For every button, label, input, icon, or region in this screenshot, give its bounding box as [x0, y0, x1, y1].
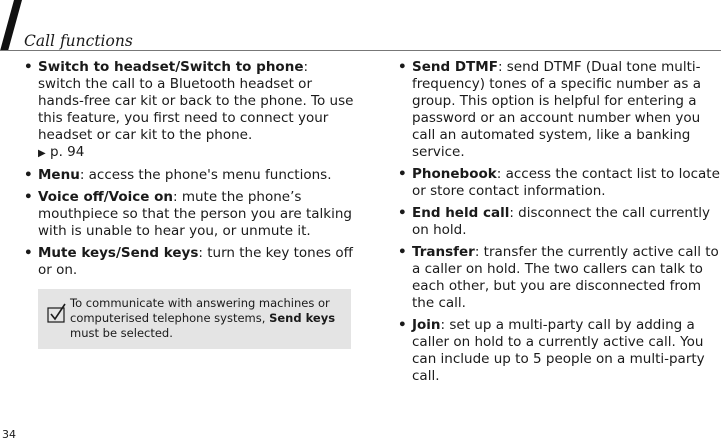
term: Mute keys: [38, 245, 116, 261]
bullet: •: [398, 59, 407, 75]
list-item-switch-headset: [24, 59, 354, 162]
item-description: : access the contact list to locate or store contact information.: [412, 166, 720, 199]
bullet: •: [24, 189, 33, 205]
right-column: [398, 59, 720, 390]
left-column: [24, 59, 354, 284]
item-description: : access the phone's menu functions.: [79, 167, 332, 183]
item-description: : transfer the currently active call to a caller on hold. The two callers can talk to each other, but you are disconnected from the call.: [412, 244, 719, 311]
list-item-menu: [24, 167, 354, 184]
bullet: •: [398, 166, 407, 182]
bullet: •: [398, 205, 407, 221]
term: Switch to phone: [180, 59, 304, 75]
bullet: •: [24, 167, 33, 183]
list-item-send-dtmf: [398, 59, 720, 161]
list-item-end-held-call: [398, 205, 720, 239]
bullet: •: [398, 244, 407, 260]
item-description: : disconnect the call currently on hold.: [412, 205, 711, 238]
list-item-mute-keys: [24, 245, 354, 279]
term: Switch to headset: [38, 59, 176, 75]
note-text: [70, 296, 350, 341]
bullet: •: [24, 59, 33, 75]
note-text-end: must be selected.: [70, 326, 173, 340]
page-number: 34: [2, 428, 16, 441]
page-header-title: Call functions: [24, 32, 133, 50]
term: Voice on: [108, 189, 173, 205]
list-item-transfer: [398, 244, 720, 312]
term: Transfer: [412, 244, 475, 260]
term: Voice off: [38, 189, 104, 205]
item-description: : send DTMF (Dual tone multi-frequency) tones of a specific number as a group. This option is helpful for entering a password or an account number when you call an automated system, like a banking service.: [412, 59, 702, 160]
bullet: •: [24, 245, 33, 261]
item-description: : switch the call to a Bluetooth headset or hands-free car kit or back to the phone. To use this feature, you first need to connect your headset or car kit to the phone.: [38, 59, 354, 143]
checkmark-note-icon: [47, 303, 67, 323]
note-box: [38, 289, 351, 349]
term: Send DTMF: [412, 59, 498, 75]
term: Phonebook: [412, 166, 497, 182]
note-text-start: To communicate with answering machines or computerised telephone systems,: [70, 296, 330, 325]
term-separator: /: [175, 59, 181, 75]
term: End held call: [412, 205, 510, 221]
item-description: : mute the phone’s mouthpiece so that the person you are talking with is unable to hear you, or unmute it.: [38, 189, 352, 239]
term-separator: /: [115, 245, 121, 261]
list-item-phonebook: [398, 166, 720, 200]
term-separator: /: [103, 189, 109, 205]
item-description: : set up a multi-party call by adding a caller on hold to a currently active call. You can include up to 5 people on a multi-party call.: [412, 317, 705, 384]
list-item-voice: [24, 189, 354, 240]
note-bold-term: Send keys: [269, 311, 336, 325]
item-description: : turn the key tones off or on.: [38, 245, 353, 278]
page-reference-arrow-icon: ▶: [38, 148, 46, 159]
header-divider: [0, 50, 721, 51]
header-accent-bar: [0, 0, 22, 51]
page-reference: p. 94: [50, 144, 85, 160]
term: Menu: [38, 167, 80, 183]
term: Join: [412, 317, 441, 333]
term: Send keys: [120, 245, 199, 261]
list-item-join: [398, 317, 720, 385]
bullet: •: [398, 317, 407, 333]
